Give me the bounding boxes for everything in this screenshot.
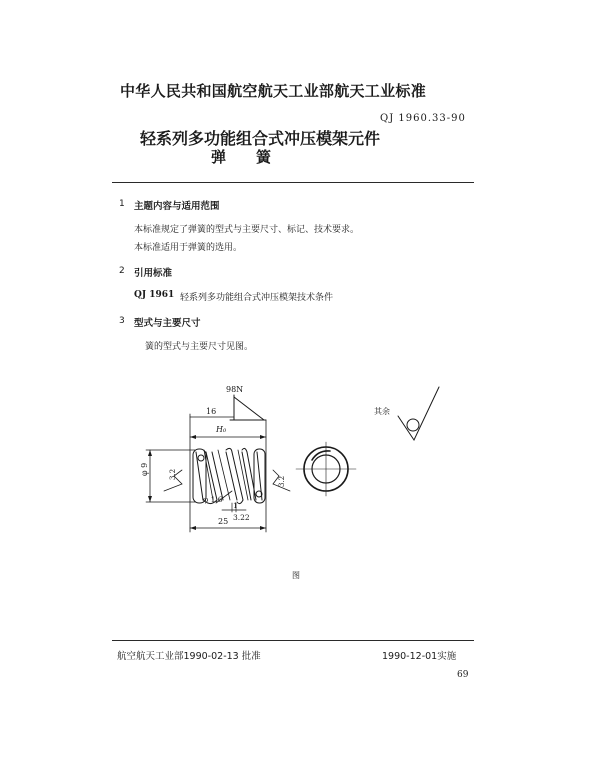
reference-title: 轻系列多功能组合式冲压模架技术条件 (180, 293, 334, 303)
paragraph: 本标准规定了弹簧的型式与主要尺寸、标记、技术要求。 (134, 225, 360, 235)
reference-code: QJ 1961 (134, 290, 175, 300)
general-roughness-check (398, 387, 439, 440)
dimension-wire-dia: φ 1.6 (203, 495, 223, 504)
section-heading: 型式与主要尺寸 (134, 318, 201, 329)
dimension-dia9: φ 9 (140, 462, 149, 476)
general-roughness-circle (407, 419, 419, 431)
dimension-25: 25 (218, 517, 229, 526)
others-label: 其余 (374, 407, 390, 416)
roughness-value-right: 3.2 (278, 475, 286, 487)
approval-date: 航空航天工业部1990-02-13 批准 (117, 651, 261, 662)
arrowhead (148, 496, 152, 502)
load-triangle-edge (234, 397, 264, 420)
section-heading: 主题内容与适用范围 (134, 201, 220, 212)
section-heading: 引用标准 (134, 268, 173, 279)
dimension-h0: H₀ (216, 425, 227, 434)
load-label: 98N (226, 385, 244, 394)
footer-rule (112, 640, 474, 641)
dimension-322: 3.22 (233, 513, 250, 522)
wire-section (198, 455, 204, 461)
arrowhead (190, 526, 196, 530)
dimension-16: 16 (206, 407, 217, 416)
paragraph: 簧的型式与主要尺寸见图。 (145, 342, 254, 352)
arrowhead (148, 450, 152, 456)
page-number: 69 (457, 670, 469, 680)
document-title: 轻系列多功能组合式冲压模架元件 (140, 129, 381, 148)
section-number: 3 (119, 316, 125, 326)
standard-code: QJ 1960.33-90 (380, 113, 466, 124)
section-number: 2 (119, 266, 125, 276)
coil-section (196, 452, 203, 500)
effective-date: 1990-12-01实施 (382, 651, 457, 662)
dimension-1: 1 (233, 501, 238, 510)
section-number: 1 (119, 199, 125, 209)
roughness-value-left: 3.2 (169, 468, 177, 480)
arrowhead (190, 435, 196, 439)
figure-caption: 图 (292, 571, 300, 580)
document-subtitle: 弹 簧 (211, 148, 272, 166)
arrowhead (260, 526, 266, 530)
issuing-authority: 中华人民共和国航空航天工业部航天工业标准 (120, 82, 427, 100)
paragraph: 本标准适用于弹簧的选用。 (134, 243, 243, 253)
arrowhead (260, 435, 266, 439)
